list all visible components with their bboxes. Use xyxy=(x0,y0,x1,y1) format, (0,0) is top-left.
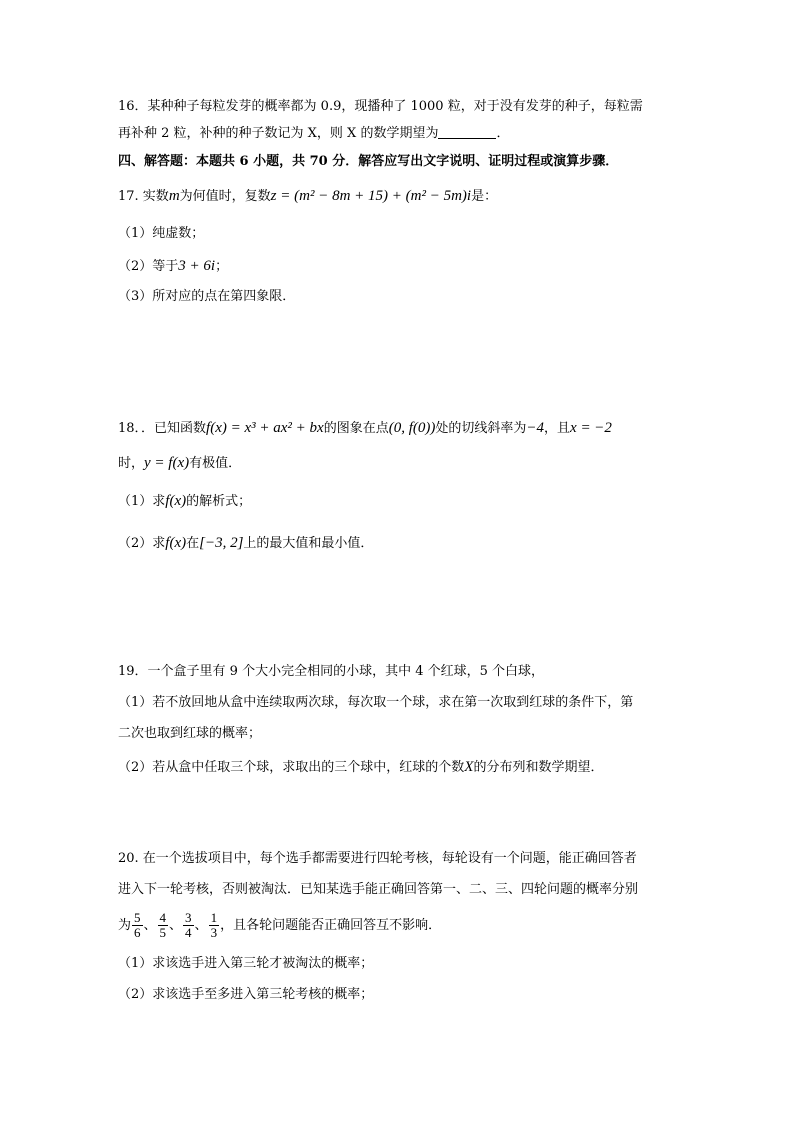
fraction-4: $\frac{1}{3}$ xyxy=(210,910,218,940)
q18-l2-a: 时， xyxy=(118,456,145,471)
q20-line3 xyxy=(118,908,441,944)
q18-cond: x = −2 xyxy=(570,420,612,436)
q17-part3: （3）所对应的点在第四象限． xyxy=(118,289,296,304)
q18-p2-c: 上的最大值和最小值． xyxy=(243,536,374,551)
q18-prefix: 18．．已知函数 xyxy=(118,421,207,436)
q18-func: f(x) = x³ + ax² + bx xyxy=(206,420,324,436)
q18-stem-line2 xyxy=(118,453,241,474)
q18-point: (0, f(0)) xyxy=(388,420,436,436)
q18-p2-expr: f(x) xyxy=(165,535,187,551)
fraction-1: $\frac{5}{6}$ xyxy=(134,910,141,940)
q18-p1-a: （1）求 xyxy=(118,494,166,509)
q17-stem xyxy=(118,186,497,207)
q17-prefix: 17. 实数 xyxy=(118,189,169,204)
q17-mid: 为何值时，复数 xyxy=(179,189,271,204)
q18-mid2: 处的切线斜率为 xyxy=(435,421,527,436)
q17-p2-end: ； xyxy=(215,259,229,274)
q20-line2: 进入下一轮考核，否则被淘汰．已知某选手能正确回答第一、二、三、四轮问题的概率分别 xyxy=(118,882,639,897)
q17-part2 xyxy=(118,256,228,277)
q18-l2-expr: y = f(x) xyxy=(144,455,190,471)
q19-stem: 19．一个盒子里有 9 个大小完全相同的小球，其中 4 个红球，5 个白球， xyxy=(118,664,545,679)
q18-l2-b: 有极值． xyxy=(189,456,242,471)
q19-part1-line2: 二次也取到红球的概率； xyxy=(118,726,262,741)
sep-1: 、 xyxy=(143,918,157,933)
q16-period: ． xyxy=(496,126,510,141)
q16-line2 xyxy=(118,124,509,144)
q18-p1-b: 的解析式； xyxy=(186,494,252,509)
q20-line1: 20. 在一个选拔项目中，每个选手都需要进行四轮考核，每轮设有一个问题，能正确回答者 xyxy=(118,851,637,866)
q18-mid1: 的图象在点 xyxy=(323,421,389,436)
q18-p1-expr: f(x) xyxy=(165,493,187,509)
q19-var-x: X xyxy=(464,759,474,775)
q18-p2-a: （2）求 xyxy=(118,536,166,551)
q20-part2: （2）求该选手至多进入第三轮考核的概率； xyxy=(118,987,374,1002)
q16-line1: 16．某种种子每粒发芽的概率都为 0.9，现播种了 1000 粒，对于没有发芽的种子，每粒需 xyxy=(118,99,643,114)
q18-p2-interval: [−3, 2] xyxy=(199,535,244,551)
q20-l3-suffix: ，且各轮问题能否正确回答互不影响． xyxy=(220,918,442,933)
q18-slope: −4 xyxy=(526,420,545,436)
fraction-2: $\frac{4}{5}$ xyxy=(159,910,167,940)
fraction-3: $\frac{3}{4}$ xyxy=(185,910,192,940)
answer-blank[interactable] xyxy=(438,126,496,139)
q20-l3-prefix: 为 xyxy=(118,918,132,933)
q17-expr: z = (m² − 8m + 15) + (m² − 5m)i xyxy=(270,188,472,204)
section-heading: 四、解答题：本题共 6 小题，共 70 分．解答应写出文字说明、证明过程或演算步骤． xyxy=(118,154,619,169)
q18-p2-b: 在 xyxy=(186,536,200,551)
q18-part2 xyxy=(118,533,373,554)
q17-var-m: m xyxy=(168,188,180,204)
q17-p2-text: （2）等于 xyxy=(118,259,179,274)
q20-part1: （1）求该选手进入第三轮才被淘汰的概率； xyxy=(118,956,374,971)
q17-complex-expr xyxy=(271,188,471,204)
q16-text: 再补种 2 粒，补种的种子数记为 X，则 X 的数学期望为 xyxy=(118,126,439,141)
q19-p2-b: 的分布列和数学期望． xyxy=(473,760,604,775)
sep-2: 、 xyxy=(169,918,183,933)
sep-3: 、 xyxy=(194,918,208,933)
q19-part1-line1: （1）若不放回地从盒中连续取两次球，每次取一个球，求在第一次取到红球的条件下，第 xyxy=(118,695,634,710)
q17-p2-expr: 3 + 6i xyxy=(178,258,216,274)
q18-mid3: ，且 xyxy=(544,421,571,436)
q19-part2 xyxy=(118,757,603,778)
q17-suffix: 是： xyxy=(471,189,498,204)
q17-part1: （1）纯虚数； xyxy=(118,226,205,241)
q18-stem-line1 xyxy=(118,418,612,439)
q18-part1 xyxy=(118,491,251,512)
q19-p2-a: （2）若从盒中任取三个球，求取出的三个球中，红球的个数 xyxy=(118,760,465,775)
